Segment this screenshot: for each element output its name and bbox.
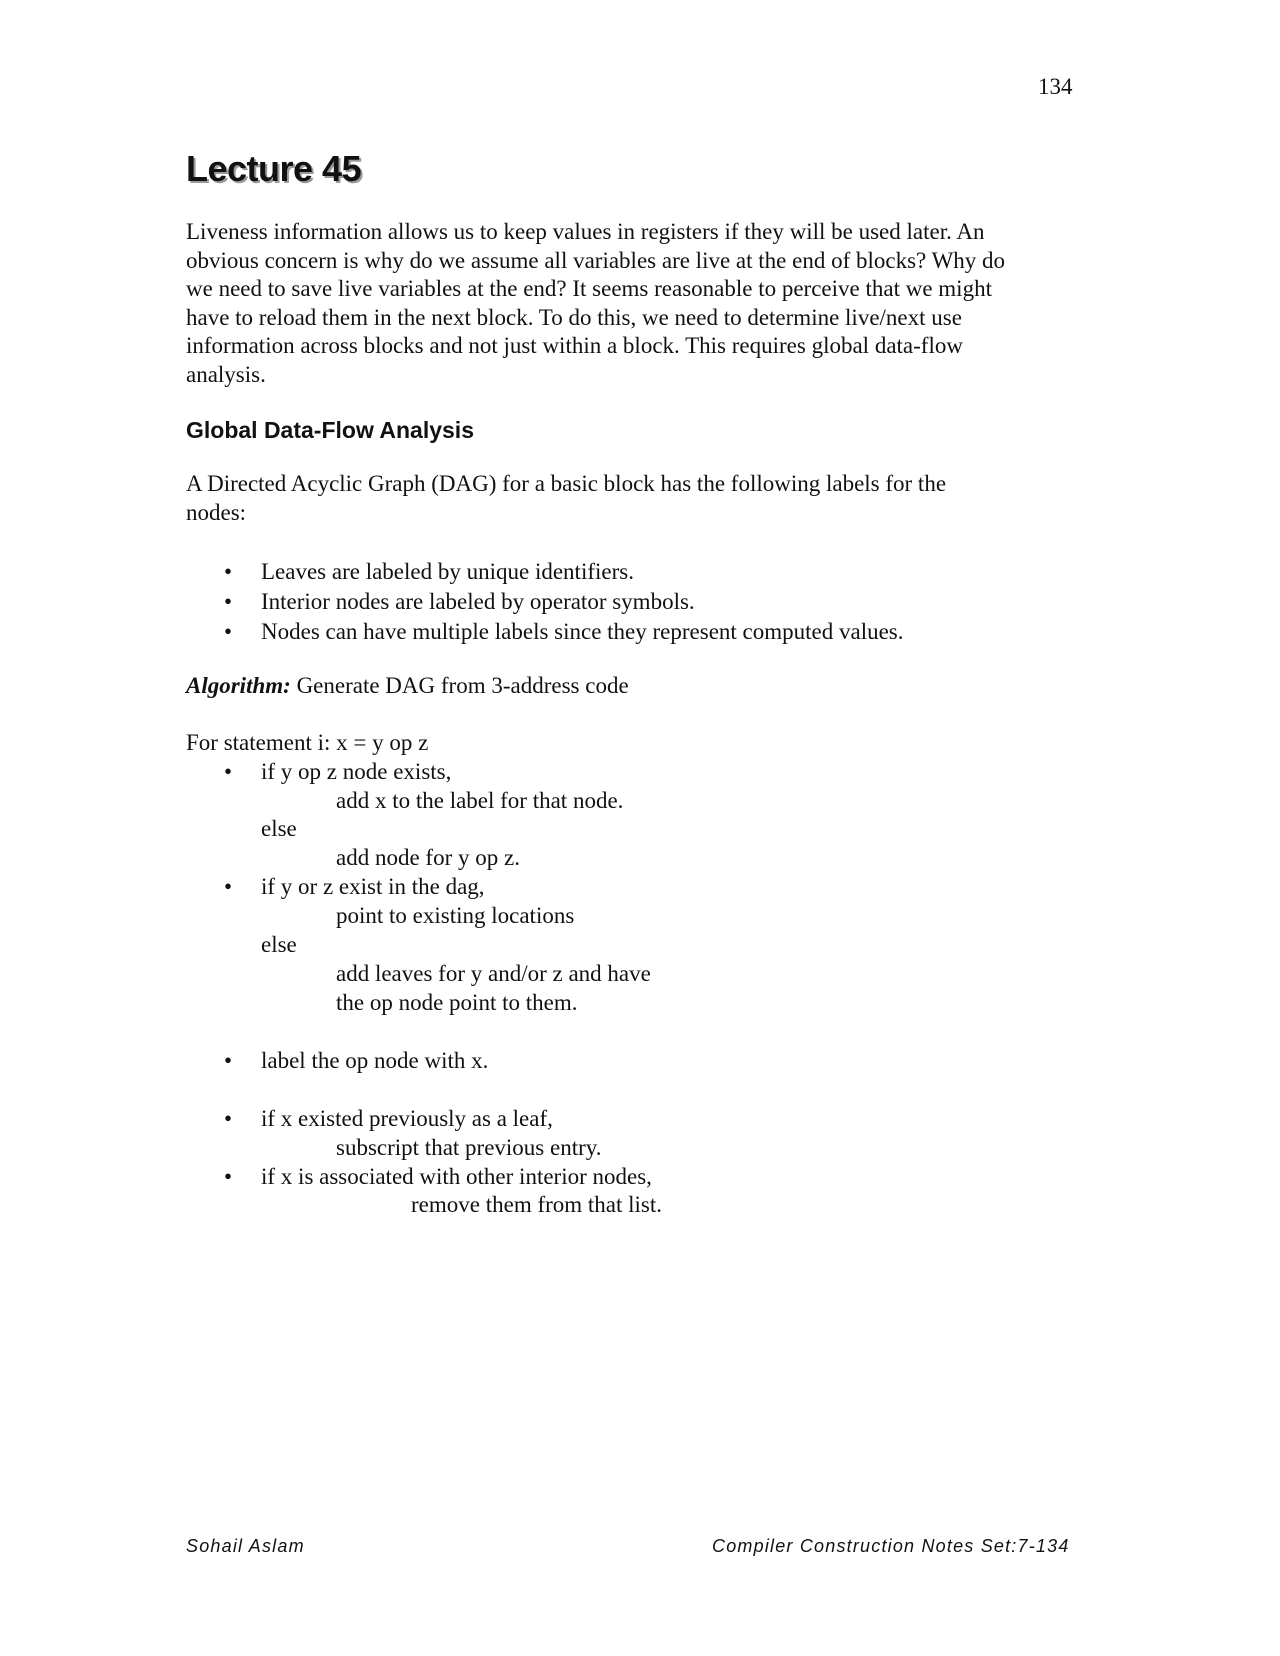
bullet-icon: • xyxy=(224,1106,233,1131)
intro-line: obvious concern is why do we assume all variables are live at the end of blocks? Why do xyxy=(186,247,1006,273)
section-heading: Global Data-Flow Analysis xyxy=(186,417,474,443)
algorithm-substep: point to existing locations xyxy=(336,903,575,928)
algorithm-step-text: label the op node with x. xyxy=(261,1048,489,1073)
algorithm-else: else xyxy=(261,816,297,841)
algorithm-substep: add node for y op z. xyxy=(336,845,520,870)
algorithm-step-text: if y or z exist in the dag, xyxy=(261,874,485,899)
algorithm-statement: For statement i: x = y op z xyxy=(186,730,429,755)
bullet-icon: • xyxy=(224,559,233,584)
intro-line: Liveness information allows us to keep values in registers if they will be used later. An xyxy=(186,219,985,244)
algorithm-text: Generate DAG from 3-address code xyxy=(290,673,629,698)
intro-paragraph xyxy=(186,218,1086,390)
bullet-icon: • xyxy=(224,874,233,899)
algorithm-step-text: if y op z node exists, xyxy=(261,759,452,784)
algorithm-substep: add leaves for y and/or z and have xyxy=(336,961,651,986)
intro-line: we need to save live variables at the end? It seems reasonable to perceive that we might xyxy=(186,276,992,302)
algorithm-substep: remove them from that list. xyxy=(411,1192,663,1217)
dag-intro-paragraph xyxy=(186,470,946,527)
list-item-text: Interior nodes are labeled by operator symbols. xyxy=(261,589,695,614)
list-item-text: Nodes can have multiple labels since they represent computed values. xyxy=(261,619,904,644)
algorithm-step-text: if x existed previously as a leaf, xyxy=(261,1106,553,1131)
algorithm-substep: the op node point to them. xyxy=(336,990,578,1015)
algorithm-else: else xyxy=(261,932,297,957)
bullet-icon: • xyxy=(224,759,233,784)
footer-author: Sohail Aslam xyxy=(186,1536,305,1556)
algorithm-label: Algorithm: xyxy=(186,673,291,698)
footer-course: Compiler Construction Notes Set:7-134 xyxy=(712,1536,1070,1556)
intro-line: information across blocks and not just within a block. This requires global data-flow xyxy=(186,333,963,359)
intro-line: have to reload them in the next block. To do this, we need to determine live/next use xyxy=(186,304,962,330)
intro-line: analysis. xyxy=(186,361,266,387)
bullet-icon: • xyxy=(224,1048,233,1073)
page-number: 134 xyxy=(1038,74,1073,99)
bullet-icon: • xyxy=(224,589,233,614)
algorithm-substep: subscript that previous entry. xyxy=(336,1135,602,1160)
dag-intro-line: nodes: xyxy=(186,499,247,525)
algorithm-substep: add x to the label for that node. xyxy=(336,788,624,813)
bullet-icon: • xyxy=(224,1164,233,1189)
lecture-title: Lecture 45 xyxy=(186,148,362,189)
algorithm-step-text: if x is associated with other interior nodes, xyxy=(261,1164,652,1189)
list-item-text: Leaves are labeled by unique identifiers. xyxy=(261,559,634,584)
algorithm-line xyxy=(186,673,629,699)
dag-intro-line: A Directed Acyclic Graph (DAG) for a basic block has the following labels for the xyxy=(186,471,947,496)
bullet-icon: • xyxy=(224,619,233,644)
